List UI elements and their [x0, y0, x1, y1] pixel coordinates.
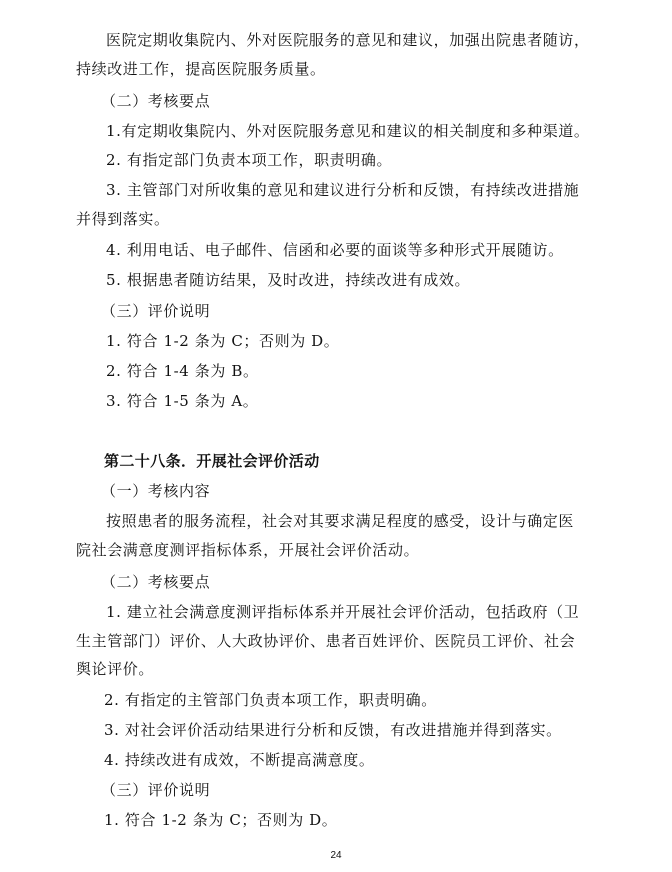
section-b-point-3: 3. 对社会评价活动结果进行分析和反馈，有改进措施并得到落实。: [104, 721, 562, 739]
section-a-point-5: 5. 根据患者随访结果，及时改进，持续改进有成效。: [106, 271, 471, 289]
section-a-point-1: 1.有定期收集院内、外对医院服务意见和建议的相关制度和多种渠道。: [106, 122, 590, 140]
section-b-point-4: 4. 持续改进有成效，不断提高满意度。: [104, 751, 375, 769]
section-a-eval-3: 3. 符合 1-5 条为 A。: [106, 392, 259, 410]
section-b-points-heading: （二）考核要点: [101, 573, 211, 591]
section-a-eval-1: 1. 符合 1-2 条为 C；否则为 D。: [106, 332, 340, 350]
section-b-point-1-cont-2: 舆论评价。: [76, 660, 155, 678]
section-a-points-heading: （二）考核要点: [101, 92, 211, 110]
section-a-point-3-cont: 并得到落实。: [76, 210, 170, 228]
section-a-point-4: 4. 利用电话、电子邮件、信函和必要的面谈等多种形式开展随访。: [106, 241, 564, 259]
section-b-title: 第二十八条．开展社会评价活动: [104, 452, 320, 470]
intro-line-1: 医院定期收集院内、外对医院服务的意见和建议，加强出院患者随访，: [106, 31, 590, 49]
section-a-eval-2: 2. 符合 1-4 条为 B。: [106, 362, 259, 380]
intro-line-2: 持续改进工作，提高医院服务质量。: [76, 60, 326, 78]
section-a-eval-heading: （三）评价说明: [101, 302, 211, 320]
section-b-point-2: 2. 有指定的主管部门负责本项工作，职责明确。: [104, 691, 437, 709]
section-b-point-1-cont-1: 生主管部门）评价、人大政协评价、患者百姓评价、医院员工评价、社会: [76, 632, 576, 650]
section-a-point-2: 2. 有指定部门负责本项工作，职责明确。: [106, 151, 393, 169]
section-a-point-3: 3. 主管部门对所收集的意见和建议进行分析和反馈，有持续改进措施: [106, 181, 580, 199]
section-b-content-heading: （一）考核内容: [101, 482, 211, 500]
page-number: 24: [330, 850, 342, 861]
section-b-content-1: 按照患者的服务流程，社会对其要求满足程度的感受，设计与确定医: [106, 512, 575, 530]
section-b-point-1: 1. 建立社会满意度测评指标体系并开展社会评价活动，包括政府（卫: [106, 603, 580, 621]
section-b-eval-1: 1. 符合 1-2 条为 C；否则为 D。: [104, 811, 338, 829]
section-b-eval-heading: （三）评价说明: [101, 781, 211, 799]
section-b-content-2: 院社会满意度测评指标体系，开展社会评价活动。: [76, 541, 420, 559]
